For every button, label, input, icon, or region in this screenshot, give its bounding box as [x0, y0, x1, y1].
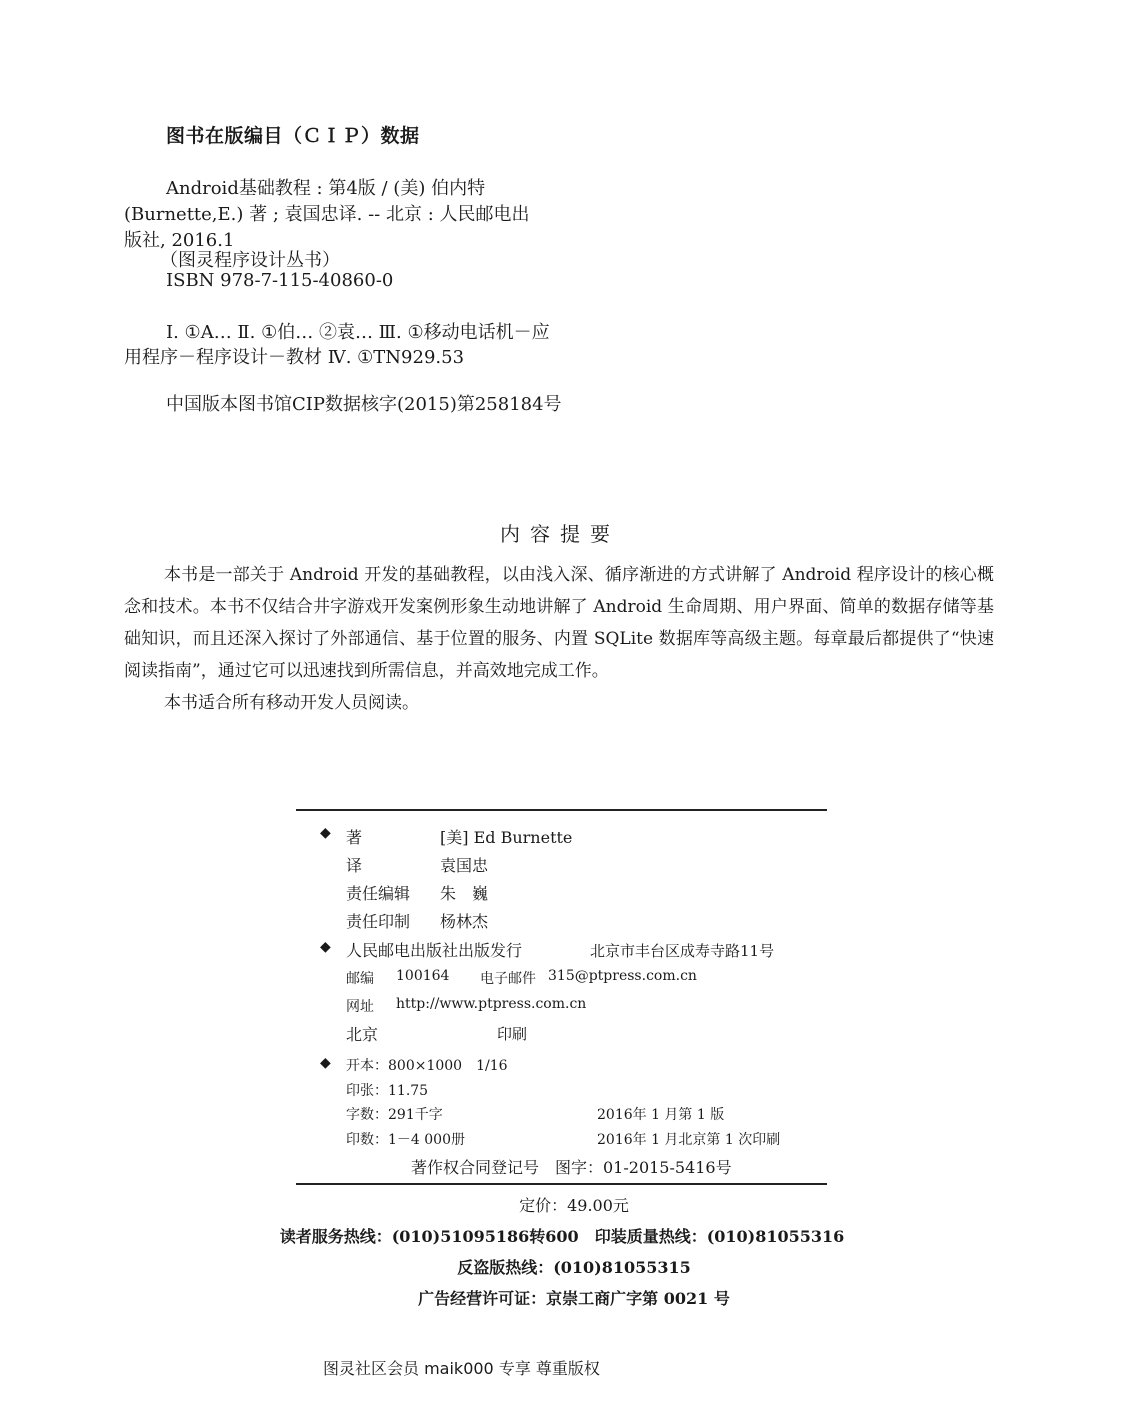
cip-line: Android基础教程 : 第4版 / (美) 伯内特 [166, 178, 486, 199]
price: 定价：49.00元 [519, 1196, 629, 1215]
hotlines: 读者服务热线：(010)51095186转600 印装质量热线：(010)81055316 [279, 1227, 845, 1246]
publisher-address: 北京市丰台区成寿寺路11号 [590, 942, 775, 960]
print-city: 北京 [346, 1025, 379, 1044]
translator-value: 袁国忠 [440, 856, 489, 875]
author-label: 著 [346, 828, 363, 847]
email-label: 电子邮件 [480, 971, 536, 987]
editor-value: 朱 巍 [440, 884, 489, 903]
postcode-value: 100164 [396, 968, 450, 984]
print-label: 印刷 [497, 1025, 528, 1043]
translator-label: 译 [346, 856, 363, 875]
diamond-bullet-icon: ◆ [320, 939, 331, 955]
spec-printing: 2016年 1 月北京第 1 次印刷 [597, 1132, 781, 1148]
cip-line: (Burnette,E.) 著 ; 袁国忠译. -- 北京 : 人民邮电出 [124, 204, 530, 225]
website-link[interactable]: http://www.ptpress.com.cn [396, 996, 587, 1012]
publisher-name: 人民邮电出版社出版发行 [346, 941, 523, 960]
author-value: [美] Ed Burnette [440, 828, 573, 847]
cip-classification: Ⅰ. ①A… Ⅱ. ①伯… ②袁… Ⅲ. ①移动电话机－应 [166, 322, 550, 343]
cip-line: （图灵程序设计丛书） [160, 250, 340, 271]
copyright-registration: 著作权合同登记号 图字：01-2015-5416号 [411, 1158, 732, 1177]
email-value[interactable]: 315@ptpress.com.cn [548, 968, 697, 984]
postcode-label: 邮编 [346, 971, 374, 987]
watermark: 图灵社区会员 maik000 专享 尊重版权 [323, 1359, 600, 1378]
ad-license: 广告经营许可证：京崇工商广字第 0021 号 [418, 1289, 730, 1308]
summary-title: 内容提要 [500, 522, 620, 546]
spec-words: 字数：291千字 [346, 1107, 443, 1123]
summary-body [124, 559, 994, 719]
editor-label: 责任编辑 [346, 884, 411, 903]
diamond-bullet-icon: ◆ [320, 1055, 331, 1071]
divider-top [296, 809, 827, 811]
spec-copies: 印数：1－4 000册 [346, 1132, 465, 1148]
diamond-bullet-icon: ◆ [320, 825, 331, 841]
spec-sheets: 印张：11.75 [346, 1083, 429, 1099]
antipiracy-hotline: 反盗版热线：(010)81055315 [457, 1258, 691, 1277]
cip-record: 中国版本图书馆CIP数据核字(2015)第258184号 [166, 394, 562, 415]
summary-paragraph: 本书是一部关于 Android 开发的基础教程，以由浅入深、循序渐进的方式讲解了 Android 程序设计的核心概念和技术。本书不仅结合井字游戏开发案例形象生动地讲解了 Android 生命周期、用户界面、简单的数据存储等基础知识，而且还深入探讨了外部通信、基于位置的服务、内置 SQLite 数据库等高级主题。每章最后都提供了“快速阅读指南”，通过它可以迅速找到所需信息，并高效地完成工作。 [124, 565, 994, 681]
divider-bottom [296, 1183, 827, 1185]
summary-paragraph: 本书适合所有移动开发人员阅读。 [164, 693, 419, 713]
cip-line: 版社, 2016.1 [124, 230, 235, 251]
cip-title: 图书在版编目（ＣＩＰ）数据 [166, 125, 420, 147]
spec-format: 开本：800×1000 1/16 [346, 1058, 508, 1074]
printing-label: 责任印制 [346, 912, 411, 931]
cip-classification: 用程序－程序设计－教材 Ⅳ. ①TN929.53 [124, 347, 465, 368]
spec-edition: 2016年 1 月第 1 版 [597, 1107, 725, 1123]
printing-value: 杨林杰 [440, 912, 489, 931]
website-label: 网址 [346, 999, 374, 1015]
cip-isbn: ISBN 978-7-115-40860-0 [166, 270, 394, 291]
